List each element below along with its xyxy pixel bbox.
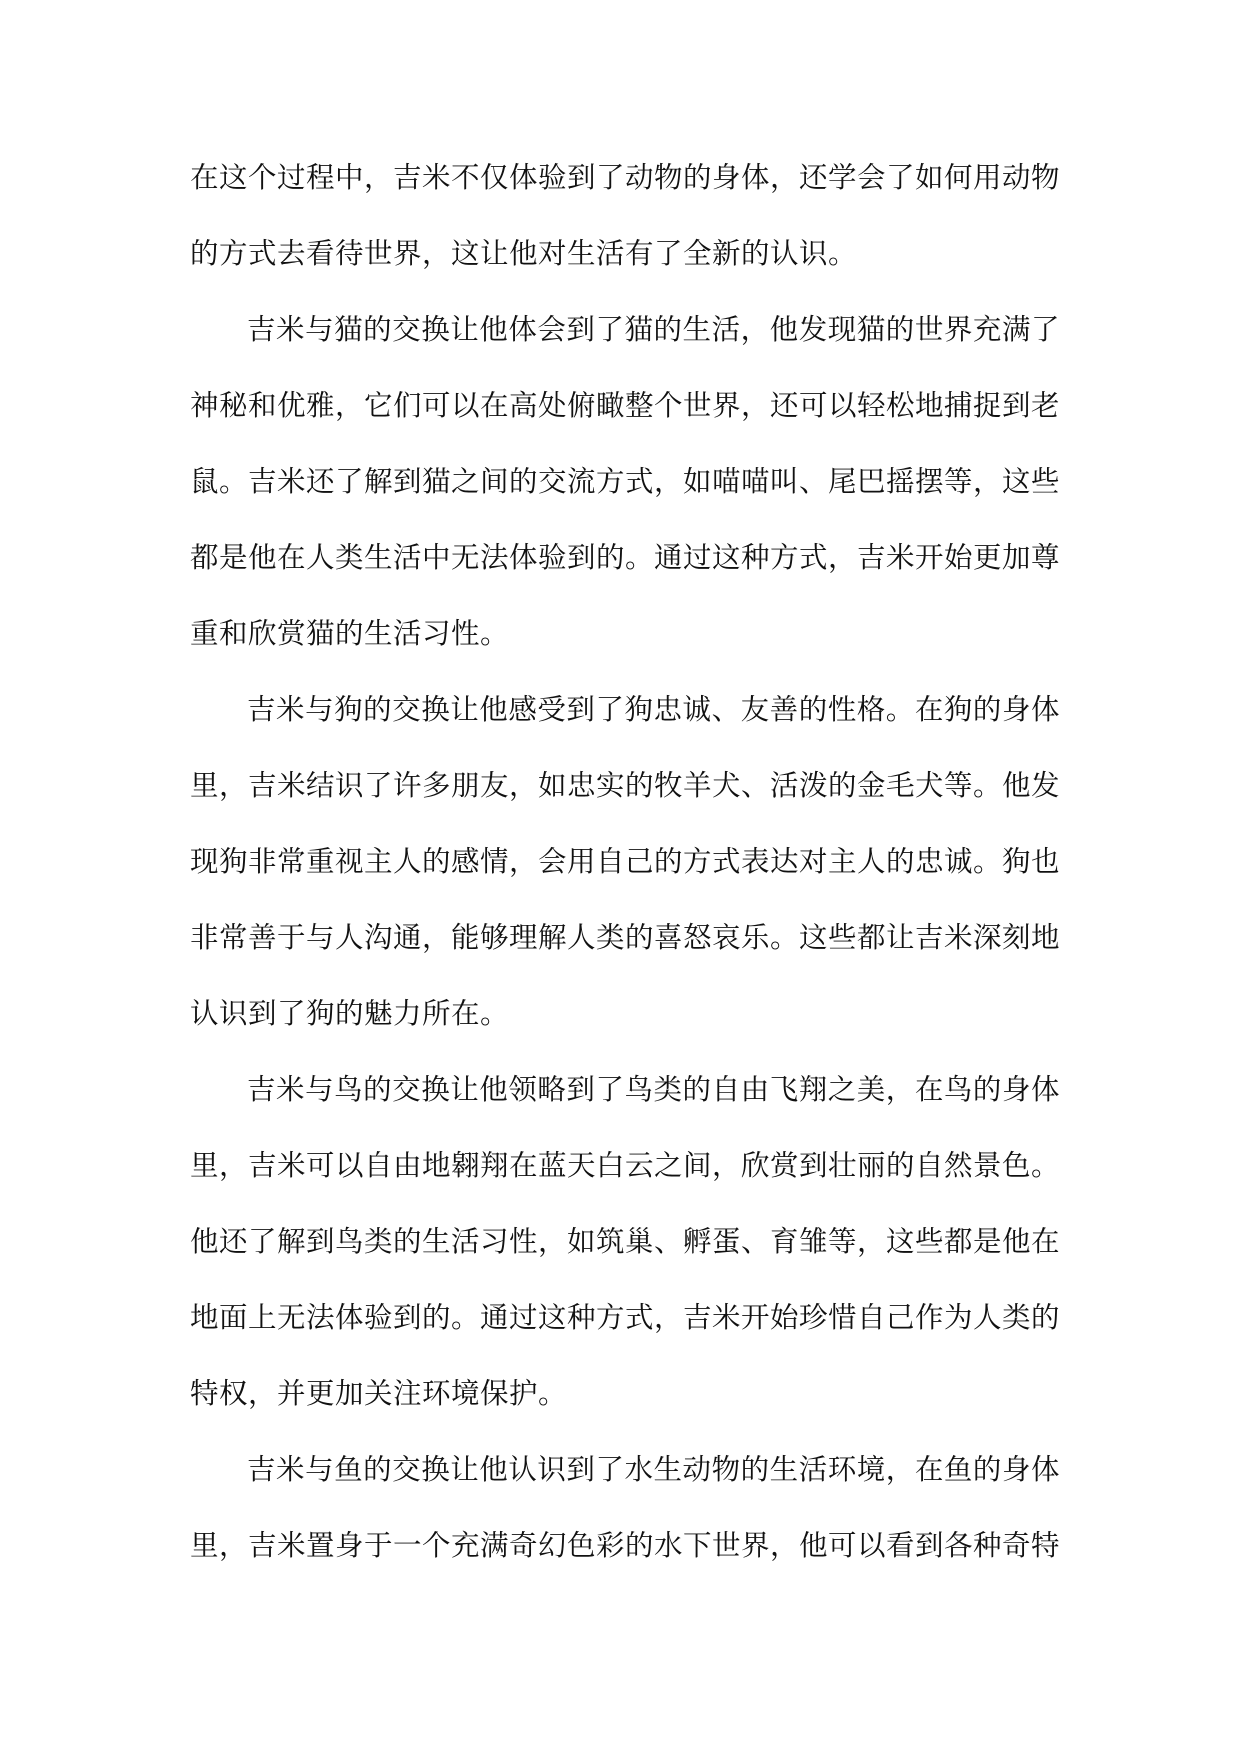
- paragraph-continuation: 在这个过程中，吉米不仅体验到了动物的身体，还学会了如何用动物的方式去看待世界，这让他对生活有了全新的认识。: [190, 161, 1061, 270]
- paragraph-fish: 吉米与鱼的交换让他认识到了水生动物的生活环境，在鱼的身体里，吉米置身于一个充满奇幻色彩的水下世界，他可以看到各种奇特: [190, 1453, 1061, 1562]
- paragraph-dog: 吉米与狗的交换让他感受到了狗忠诚、友善的性格。在狗的身体里，吉米结识了许多朋友，如忠实的牧羊犬、活泼的金毛犬等。他发现狗非常重视主人的感情，会用自己的方式表达对主人的忠诚。狗也非常善于与人沟通，能够理解人类的喜怒哀乐。这些都让吉米深刻地认识到了狗的魅力所在。: [190, 693, 1061, 1030]
- paragraph-cat: 吉米与猫的交换让他体会到了猫的生活，他发现猫的世界充满了神秘和优雅，它们可以在高处俯瞰整个世界，还可以轻松地捕捉到老鼠。吉米还了解到猫之间的交流方式，如喵喵叫、尾巴摇摆等，这些都是他在人类生活中无法体验到的。通过这种方式，吉米开始更加尊重和欣赏猫的生活习性。: [190, 313, 1061, 650]
- document-page: [190, 140, 1060, 1584]
- paragraph-bird: 吉米与鸟的交换让他领略到了鸟类的自由飞翔之美，在鸟的身体里，吉米可以自由地翱翔在蓝天白云之间，欣赏到壮丽的自然景色。他还了解到鸟类的生活习性，如筑巢、孵蛋、育雏等，这些都是他在地面上无法体验到的。通过这种方式，吉米开始珍惜自己作为人类的特权，并更加关注环境保护。: [190, 1073, 1061, 1410]
